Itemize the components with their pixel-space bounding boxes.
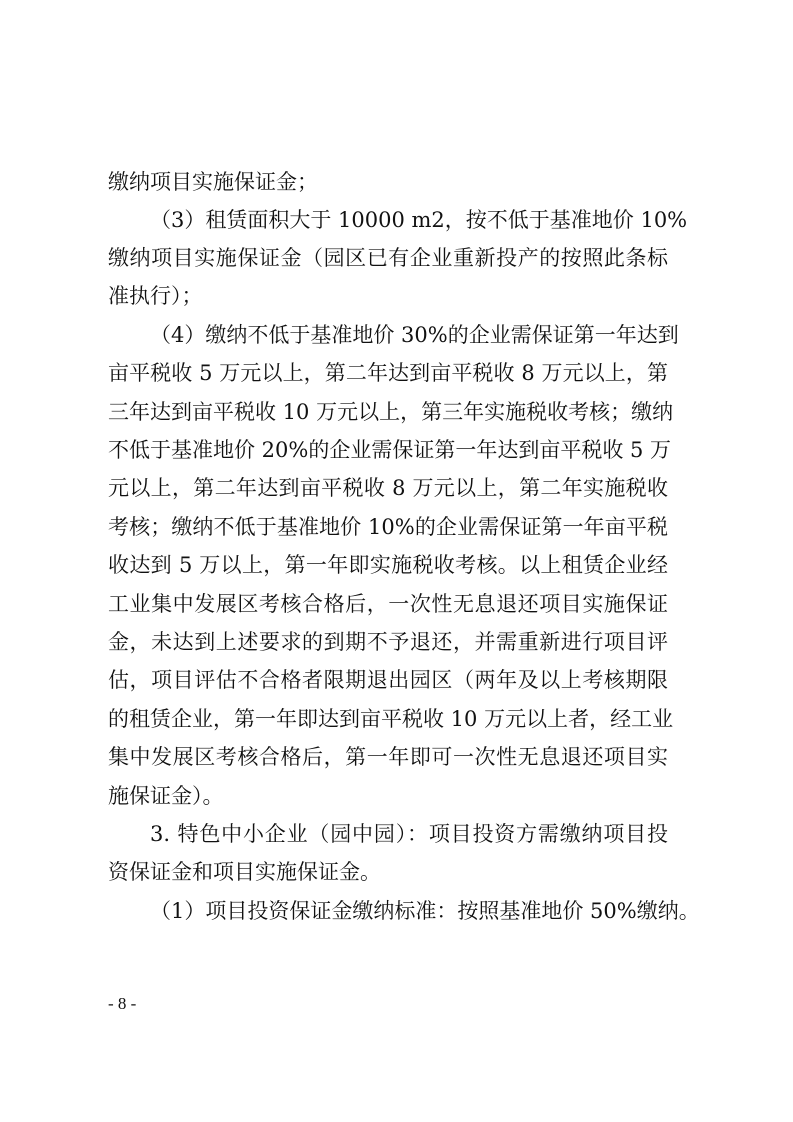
- text-line: 三年达到亩平税收 10 万元以上，第三年实施税收考核；缴纳: [108, 400, 674, 424]
- text-line: 缴纳项目实施保证金；: [108, 170, 318, 194]
- text-line: （1）项目投资保证金缴纳标准：按照基准地价 50%缴纳。: [150, 899, 700, 923]
- text-line: 元以上，第二年达到亩平税收 8 万元以上，第二年实施税收: [108, 476, 668, 500]
- page-number: - 8 -: [108, 994, 137, 1013]
- text-line: 施保证金）。: [108, 784, 224, 808]
- text-line: 的租赁企业，第一年即达到亩平税收 10 万元以上者，经工业: [108, 707, 674, 731]
- text-line: 3. 特色中小企业（园中园）：项目投资方需缴纳项目投: [150, 822, 668, 846]
- text-line: 集中发展区考核合格后，第一年即可一次性无息退还项目实: [108, 745, 668, 769]
- text-line: 亩平税收 5 万元以上，第二年达到亩平税收 8 万元以上，第: [108, 361, 668, 385]
- text-line: 收达到 5 万以上，第一年即实施税收考核。以上租赁企业经: [108, 553, 668, 577]
- text-line: 缴纳项目实施保证金（园区已有企业重新投产的按照此条标: [108, 246, 668, 270]
- text-line: 准执行）；: [108, 284, 203, 308]
- text-line: 不低于基准地价 20%的企业需保证第一年达到亩平税收 5 万: [108, 438, 672, 462]
- text-line: （4）缴纳不低于基准地价 30%的企业需保证第一年达到: [150, 323, 679, 347]
- text-line: 资保证金和项目实施保证金。: [108, 860, 381, 884]
- text-line: 估，项目评估不合格者限期退出园区（两年及以上考核期限: [108, 668, 668, 692]
- text-line: （3）租赁面积大于 10000 m2，按不低于基准地价 10%: [150, 208, 688, 232]
- text-line: 金，未达到上述要求的到期不予退还，并需重新进行项目评: [108, 630, 668, 654]
- text-line: 考核；缴纳不低于基准地价 10%的企业需保证第一年亩平税: [108, 515, 668, 539]
- text-line: 工业集中发展区考核合格后，一次性无息退还项目实施保证: [108, 592, 668, 616]
